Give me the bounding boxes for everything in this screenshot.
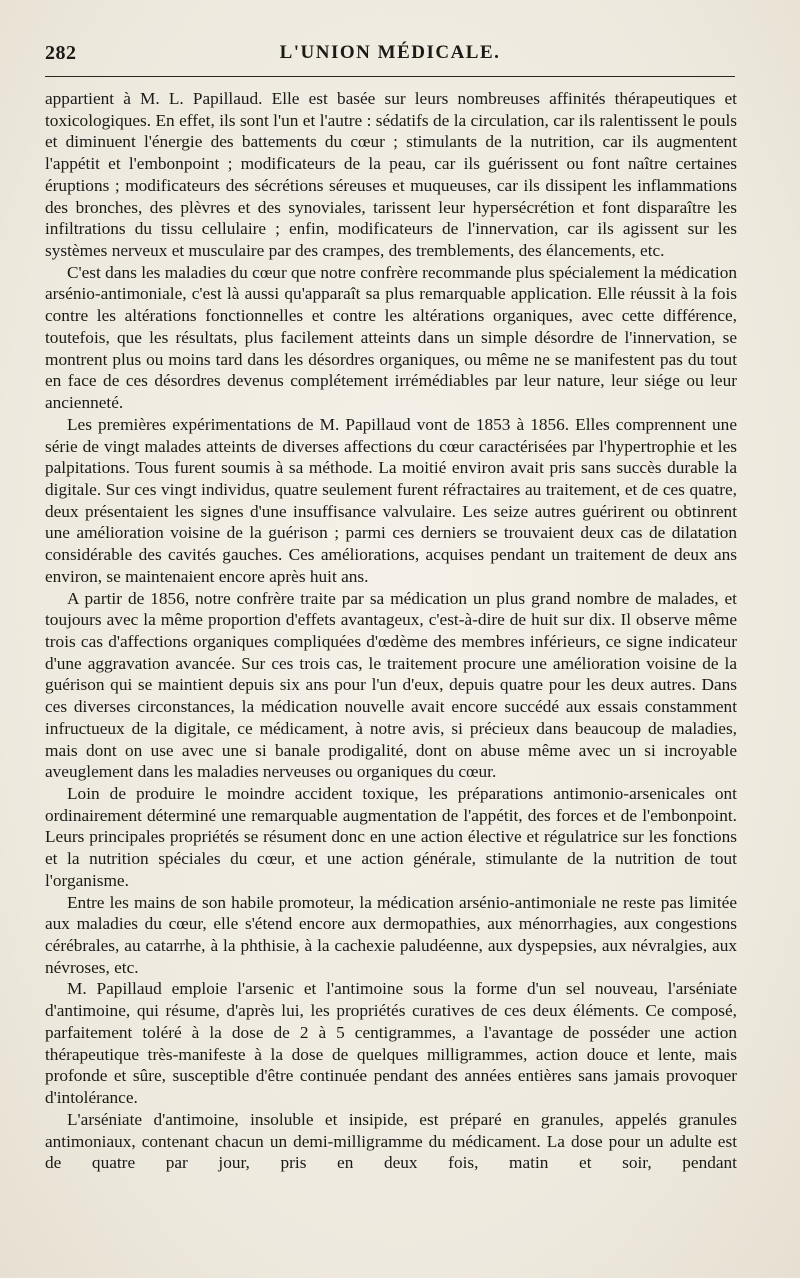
- header-rule: [45, 76, 735, 77]
- paragraph-5: Loin de produire le moindre accident toxique, les préparations antimonio-arsenicales ont ordinairement déterminé une remarquable augmentation de l'appétit, des forces et de l'embonpoint. Leurs principales propriétés se résument donc en une action élective et régulatrice sur les fonctions et la nutrition spéciales du cœur, et une action générale, stimulante de la nutrition de tout l'organisme.: [45, 784, 737, 890]
- page-header: [45, 42, 735, 76]
- paragraph-6: Entre les mains de son habile promoteur, la médication arsénio-antimoniale ne reste pas limitée aux maladies du cœur, elle s'étend encore aux dermopathies, aux ménorrhagies, aux congestions cérébrales, au catarrhe, à la phthisie, à la cachexie paludéenne, aux dyspepsies, aux névralgies, aux névroses, etc.: [45, 892, 737, 977]
- paragraph-1: appartient à M. L. Papillaud. Elle est basée sur leurs nombreuses affinités thérapeutiques et toxicologiques. En effet, ils sont l'un et l'autre : sédatifs de la circulation, car ils ralentissent le pouls et diminuent l'énergie des battements du cœur ; stimulants de la nutrition, car ils augmentent l'appétit et l'embonpoint ; modificateurs de la peau, car ils guérissent ou font naître certaines éruptions ; modificateurs des sécrétions séreuses et muqueuses, car ils dissipent les inflammations des bronches, des plèvres et des synoviales, tarissent leur hypersécrétion et font disparaître les infiltrations du tissu cellulaire ; enfin, modificateurs de l'innervation, car ils agissent sur les systèmes nerveux et musculaire par des crampes, des tremblements, des élancements, etc.: [45, 89, 737, 261]
- running-title: L'UNION MÉDICALE.: [279, 42, 501, 63]
- page-number: 282: [45, 42, 77, 64]
- paragraph-7: M. Papillaud emploie l'arsenic et l'antimoine sous la forme d'un sel nouveau, l'arséniate d'antimoine, qui résume, d'après lui, les propriétés curatives de ces deux éléments. Ce composé, parfaitement toléré à la dose de 2 à 5 centigrammes, a l'avantage de posséder une action thérapeutique très-manifeste à la dose de quelques milligrammes, action douce et lente, mais profonde et sûre, susceptible d'être continuée pendant des années entières sans jamais provoquer d'intolérance.: [45, 979, 737, 1108]
- body-text: [45, 88, 737, 1174]
- paragraph-8: L'arséniate d'antimoine, insoluble et insipide, est préparé en granules, appelés granules antimoniaux, contenant chacun un demi-milligramme du médicament. La dose pour un adulte est de quatre par jour, pris en deux fois, matin et soir, pendant: [45, 1109, 737, 1173]
- paragraph-2: C'est dans les maladies du cœur que notre confrère recommande plus spécialement la médication arsénio-antimoniale, c'est là aussi qu'apparaît sa plus remarquable application. Elle réussit à la fois contre les altérations fonctionnelles et contre les altérations organiques, avec cette différence, toutefois, que les résultats, plus facilement atteints dans un simple désordre de l'innervation, se montrent plus ou moins tard dans les désordres organiques, ou même ne se manifestent pas du tout en face de ces désordres devenus complétement irrémédiables par leur nature, leur siége ou leur ancienneté.: [45, 262, 737, 413]
- paragraph-4: A partir de 1856, notre confrère traite par sa médication un plus grand nombre de malades, et toujours avec la même proportion d'effets avantageux, c'est-à-dire de huit sur dix. Il observe même trois cas d'affections organiques compliquées d'œdème des membres inférieurs, ce signe indicateur d'une aggravation avancée. Sur ces trois cas, le traitement procure une amélioration voisine de la guérison qui se maintient depuis six ans pour l'un d'eux, depuis quatre pour les deux autres. Dans ces diverses circonstances, la médication nouvelle avait encore succédé aux essais constamment infructueux de la digitale, ce médicament, à notre avis, si précieux dans beaucoup de maladies, mais dont on use avec une si banale prodigalité, dont on abuse même avec un si incroyable aveuglement dans les maladies nerveuses ou organiques du cœur.: [45, 588, 737, 782]
- paragraph-3: Les premières expérimentations de M. Papillaud vont de 1853 à 1856. Elles comprennent une série de vingt malades atteints de diverses affections du cœur caractérisées par l'hypertrophie et les palpitations. Tous furent soumis à sa méthode. La moitié environ avait pris sans succès durable la digitale. Sur ces vingt individus, quatre seulement furent réfractaires au traitement, et de ces quatre, deux présentaient les signes d'une insuffisance valvulaire. Les seize autres guérirent ou obtinrent une amélioration voisine de la guérison ; parmi ces derniers se trouvaient deux cas de dilatation considérable des cavités gauches. Ces améliorations, acquises pendant un traitement de deux ans environ, se maintenaient encore après huit ans.: [45, 414, 737, 586]
